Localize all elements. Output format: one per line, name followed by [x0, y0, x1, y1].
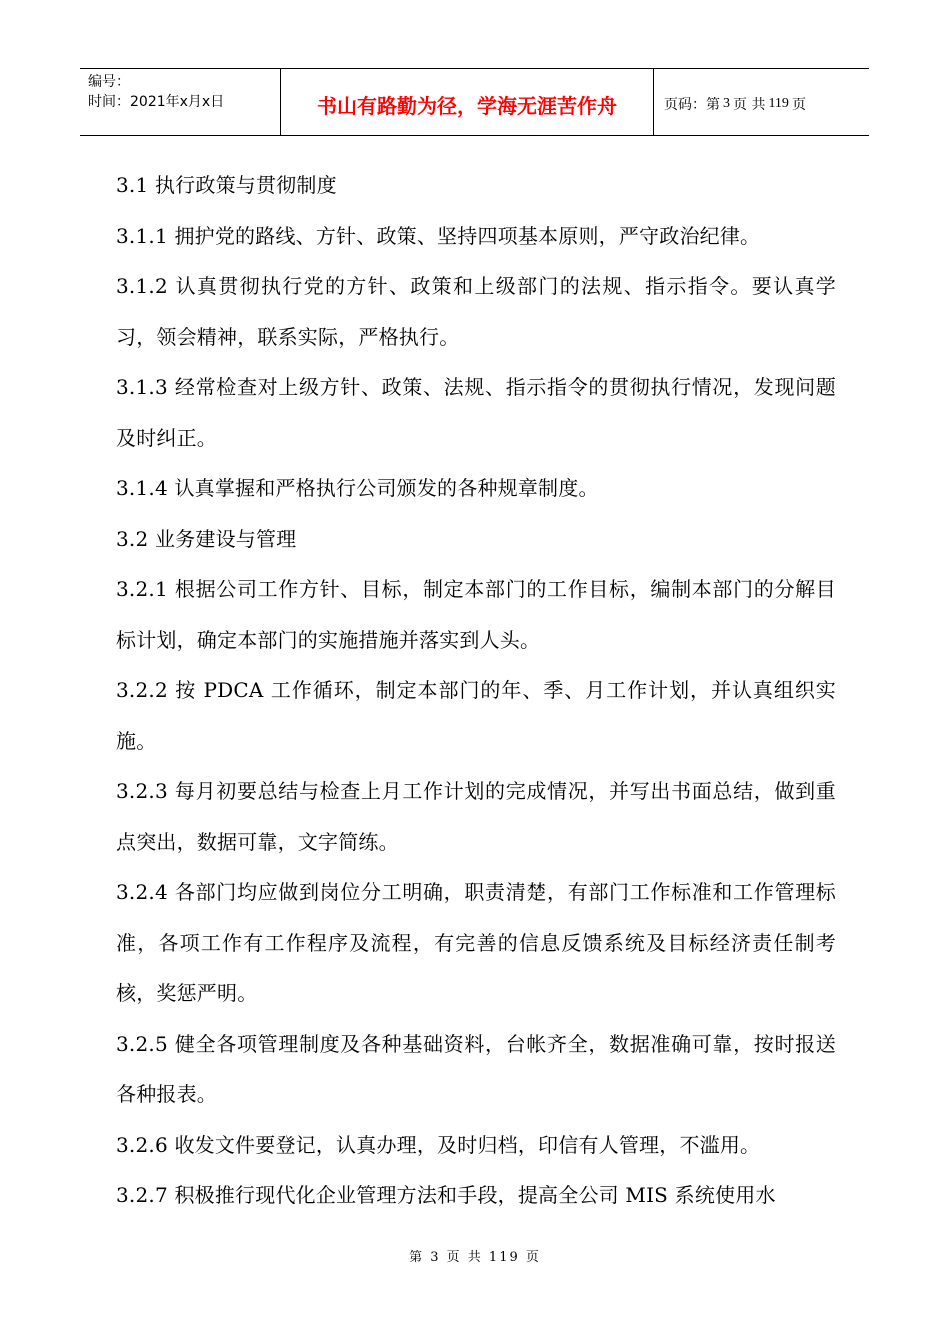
section-heading: 3.1 执行政策与贯彻制度 [116, 173, 337, 197]
document-body [116, 160, 836, 1221]
section-heading: 3.2 业务建设与管理 [116, 526, 297, 551]
header-motto: 书山有路勤为径，学海无涯苦作舟 [281, 69, 654, 135]
paragraph: 3.2.1 根据公司工作方针、目标，制定本部门的工作目标，编制本部门的分解目标计划，确定本部门的实施措施并落实到人头。 [116, 577, 836, 652]
document-time-label: 时间：2021年x月x日 [88, 94, 225, 110]
document-number-label: 编号： [88, 74, 130, 90]
page-current: 3 [723, 96, 730, 111]
paragraph: 3.2.6 收发文件要登记，认真办理，及时归档，印信有人管理，不滥用。 [116, 1132, 761, 1157]
paragraph: 3.2.5 健全各项管理制度及各种基础资料，台帐齐全，数据准确可靠，按时报送各种报表。 [116, 1031, 836, 1106]
paragraph: 3.1.2 认真贯彻执行党的方针、政策和上级部门的法规、指示指令。要认真学习，领会精神，联系实际，严格执行。 [116, 274, 836, 349]
page-suffix: 页 [791, 97, 806, 113]
page-prefix: 页码：第 [664, 97, 720, 113]
page-footer: 第 3 页 共 119 页 [409, 1250, 541, 1265]
paragraph: 3.1.4 认真掌握和严格执行公司颁发的各种规章制度。 [116, 476, 599, 500]
paragraph: 3.1.1 拥护党的路线、方针、政策、坚持四项基本原则，严守政治纪律。 [116, 223, 761, 248]
paragraph: 3.2.4 各部门均应做到岗位分工明确，职责清楚，有部门工作标准和工作管理标准，各项工作有工作程序及流程，有完善的信息反馈系统及目标经济责任制考核，奖惩严明。 [116, 880, 836, 1005]
page-total: 119 [768, 96, 789, 111]
page-middle: 页 共 [733, 97, 766, 113]
paragraph: 3.2.3 每月初要总结与检查上月工作计划的完成情况，并写出书面总结，做到重点突出，数据可靠，文字简练。 [116, 779, 836, 854]
paragraph: 3.2.2 按 PDCA 工作循环，制定本部门的年、季、月工作计划，并认真组织实施。 [116, 678, 836, 753]
header-page-number [654, 69, 869, 135]
header-meta-cell [80, 69, 281, 135]
paragraph: 3.1.3 经常检查对上级方针、政策、法规、指示指令的贯彻执行情况，发现问题及时纠正。 [116, 375, 836, 450]
paragraph: 3.2.7 积极推行现代化企业管理方法和手段，提高全公司 MIS 系统使用水 [116, 1183, 776, 1207]
page-header [80, 68, 869, 136]
